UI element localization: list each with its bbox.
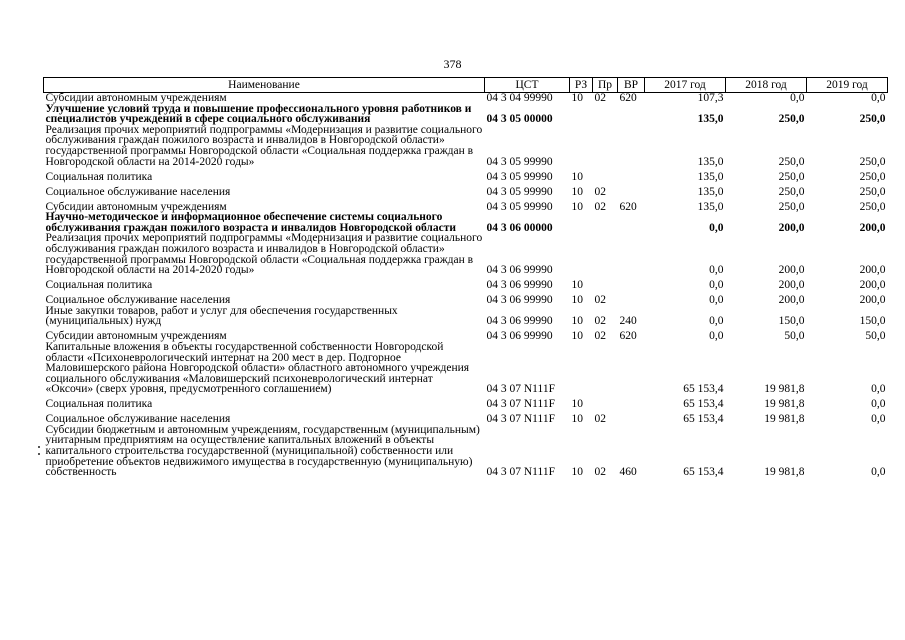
table-row bbox=[44, 291, 888, 306]
cell-2018: 250,0 bbox=[778, 155, 805, 168]
cell-2018: 19 981,8 bbox=[764, 466, 805, 479]
cell-pr bbox=[593, 276, 618, 291]
cell-2017: 107,3 bbox=[697, 92, 724, 104]
cell-cst: 04 3 07 N111F bbox=[486, 466, 555, 479]
margin-mark bbox=[38, 446, 40, 448]
cell-name: Социальное обслуживание населения bbox=[45, 294, 231, 307]
cell-cst: 04 3 06 99990 bbox=[486, 279, 553, 292]
cell-2017: 0,0 bbox=[709, 279, 724, 292]
cell-vr bbox=[618, 125, 645, 167]
cell-name: Субсидии бюджетным и автономным учреждениям, государственным (муниципальным) унитарным предприятиям на осуществление капитальных вложений в объекты капитального строительства государственной (муниципальной) собственности или приобретение объектов недвижимого имущества в государственную (муниципальную) собственность bbox=[45, 423, 480, 479]
cell-2019: 0,0 bbox=[871, 413, 886, 426]
margin-mark bbox=[38, 453, 40, 455]
cell-2019: 0,0 bbox=[871, 383, 886, 396]
cell-2019: 50,0 bbox=[865, 330, 886, 343]
cell-2017: 135,0 bbox=[697, 113, 724, 126]
cell-2018: 250,0 bbox=[778, 200, 805, 213]
cell-2017: 0,0 bbox=[709, 315, 724, 328]
table-row bbox=[44, 125, 888, 167]
cell-cst: 04 3 06 99990 bbox=[486, 330, 553, 343]
cell-2019: 250,0 bbox=[859, 113, 886, 126]
cell-2018: 200,0 bbox=[778, 294, 805, 307]
cell-2019: 200,0 bbox=[859, 294, 886, 307]
col-header-rz: РЗ bbox=[570, 78, 593, 93]
cell-vr bbox=[618, 212, 645, 233]
cell-name: Социальное обслуживание населения bbox=[45, 185, 231, 198]
cell-2019: 200,0 bbox=[859, 279, 886, 292]
col-header-2017: 2017 год bbox=[645, 78, 726, 93]
cell-2017: 65 153,4 bbox=[683, 413, 724, 426]
cell-pr bbox=[593, 125, 618, 167]
cell-2018: 250,0 bbox=[778, 185, 805, 198]
cell-name: Реализация прочих мероприятий подпрограммы «Модернизация и развитие социального обслуживания граждан пожилого возраста и инвалидов в Новгородской области» государственной программы Новгородской области «Социальная поддержка граждан в Новгородской области на 2014-2020 годы» bbox=[45, 232, 483, 277]
cell-cst: 04 3 06 99990 bbox=[486, 315, 553, 328]
cell-pr: 02 bbox=[594, 330, 606, 343]
cell-pr: 02 bbox=[594, 294, 606, 307]
cell-2018: 200,0 bbox=[778, 264, 805, 277]
cell-cst: 04 3 07 N111F bbox=[486, 398, 555, 411]
col-header-pr: Пр bbox=[593, 78, 618, 93]
cell-2017: 135,0 bbox=[697, 200, 724, 213]
table-row bbox=[44, 93, 888, 104]
col-header-2019: 2019 год bbox=[807, 78, 888, 93]
cell-vr: 620 bbox=[619, 330, 637, 343]
cell-rz: 10 bbox=[571, 294, 583, 307]
cell-vr bbox=[618, 410, 645, 425]
col-header-vr: ВР bbox=[618, 78, 645, 93]
table-row bbox=[44, 167, 888, 182]
cell-cst: 04 3 05 99990 bbox=[486, 200, 553, 213]
table-row bbox=[44, 197, 888, 212]
cell-2019: 250,0 bbox=[859, 155, 886, 168]
cell-name: Субсидии автономным учреждениям bbox=[45, 330, 227, 343]
cell-name: Иные закупки товаров, работ и услуг для обеспечения государственных (муниципальных) нужд bbox=[45, 304, 398, 328]
table-row bbox=[44, 395, 888, 410]
cell-pr: 02 bbox=[594, 315, 606, 328]
cell-name: Социальная политика bbox=[45, 279, 153, 292]
cell-vr bbox=[618, 233, 645, 275]
table-row bbox=[44, 425, 888, 478]
table-row bbox=[44, 212, 888, 233]
cell-cst: 04 3 07 N111F bbox=[486, 413, 555, 426]
cell-2018: 150,0 bbox=[778, 315, 805, 328]
cell-2019: 0,0 bbox=[871, 466, 886, 479]
cell-vr bbox=[618, 276, 645, 291]
cell-rz: 10 bbox=[571, 398, 583, 411]
table-row bbox=[44, 104, 888, 125]
cell-name: Социальная политика bbox=[45, 398, 153, 411]
cell-rz: 10 bbox=[571, 413, 583, 426]
table-row bbox=[44, 342, 888, 395]
cell-rz bbox=[570, 342, 593, 395]
cell-rz bbox=[570, 212, 593, 233]
cell-vr bbox=[618, 342, 645, 395]
table-header-row bbox=[44, 78, 888, 93]
cell-vr: 460 bbox=[619, 466, 637, 479]
cell-2017: 65 153,4 bbox=[683, 383, 724, 396]
cell-vr bbox=[618, 167, 645, 182]
cell-rz: 10 bbox=[571, 200, 583, 213]
table-row bbox=[44, 182, 888, 197]
cell-2018: 19 981,8 bbox=[764, 413, 805, 426]
cell-2019: 250,0 bbox=[859, 185, 886, 198]
cell-2017: 135,0 bbox=[697, 170, 724, 183]
col-header-cst: ЦСТ bbox=[485, 78, 570, 93]
cell-name: Улучшение условий труда и повышение профессионального уровня работников и специалистов учреждений в сфере социального обслуживания bbox=[45, 102, 472, 126]
cell-2017: 135,0 bbox=[697, 185, 724, 198]
cell-2019: 150,0 bbox=[859, 315, 886, 328]
cell-rz: 10 bbox=[571, 170, 583, 183]
cell-rz: 10 bbox=[571, 466, 583, 479]
cell-2017: 65 153,4 bbox=[683, 466, 724, 479]
cell-pr: 02 bbox=[594, 466, 606, 479]
cell-name: Научно-методическое и информационное обеспечение системы социального обслуживания граждан пожилого возраста и инвалидов Новгородской области bbox=[45, 211, 457, 234]
cell-2017: 0,0 bbox=[709, 264, 724, 277]
cell-pr: 02 bbox=[594, 413, 606, 426]
col-header-name: Наименование bbox=[44, 78, 485, 93]
cell-vr bbox=[618, 395, 645, 410]
cell-rz bbox=[570, 104, 593, 125]
cell-rz: 10 bbox=[571, 279, 583, 292]
cell-cst: 04 3 06 00000 bbox=[486, 221, 553, 234]
cell-2019: 0,0 bbox=[871, 398, 886, 411]
cell-rz bbox=[570, 233, 593, 275]
col-header-2018: 2018 год bbox=[726, 78, 807, 93]
cell-2019: 0,0 bbox=[871, 92, 886, 104]
cell-2017: 135,0 bbox=[697, 155, 724, 168]
cell-cst: 04 3 06 99990 bbox=[486, 294, 553, 307]
cell-2018: 0,0 bbox=[790, 92, 805, 104]
cell-2017: 0,0 bbox=[709, 221, 724, 234]
cell-name: Реализация прочих мероприятий подпрограммы «Модернизация и развитие социального обслуживания граждан пожилого возраста и инвалидов в Новгородской области» государственной программы Новгородской области «Социальная поддержка граждан в Новгородской области на 2014-2020 годы» bbox=[45, 123, 483, 168]
cell-vr: 240 bbox=[619, 315, 637, 328]
cell-pr bbox=[593, 104, 618, 125]
cell-vr bbox=[618, 182, 645, 197]
cell-2018: 50,0 bbox=[784, 330, 805, 343]
cell-name: Социальное обслуживание населения bbox=[45, 413, 231, 426]
cell-rz bbox=[570, 125, 593, 167]
cell-2018: 250,0 bbox=[778, 170, 805, 183]
cell-2019: 200,0 bbox=[859, 264, 886, 277]
cell-2018: 200,0 bbox=[778, 279, 805, 292]
cell-pr bbox=[593, 342, 618, 395]
cell-cst: 04 3 07 N111F bbox=[486, 383, 555, 396]
cell-pr: 02 bbox=[594, 200, 606, 213]
page-number: 378 bbox=[443, 57, 462, 71]
budget-table bbox=[43, 77, 888, 478]
cell-2017: 0,0 bbox=[709, 294, 724, 307]
cell-2019: 250,0 bbox=[859, 170, 886, 183]
cell-cst: 04 3 05 99990 bbox=[486, 185, 553, 198]
table-row bbox=[44, 410, 888, 425]
table-row bbox=[44, 306, 888, 327]
cell-pr bbox=[593, 395, 618, 410]
cell-cst: 04 3 06 99990 bbox=[486, 264, 553, 277]
cell-cst: 04 3 05 99990 bbox=[486, 155, 553, 168]
cell-vr: 620 bbox=[619, 92, 637, 104]
cell-name: Капитальные вложения в объекты государственной собственности Новгородской области «Психоневрологический интернат на 200 мест в дер. Подгорное Маловишерского района Новгородской области» областного автономного учреждения социального обслуживания «Маловишерский психоневрологический интернат «Оксочи» (сверх уровня, предусмотренного соглашением) bbox=[45, 340, 470, 396]
cell-rz: 10 bbox=[571, 92, 583, 104]
cell-vr: 620 bbox=[619, 200, 637, 213]
cell-2017: 65 153,4 bbox=[683, 398, 724, 411]
cell-pr bbox=[593, 212, 618, 233]
cell-2017: 0,0 bbox=[709, 330, 724, 343]
table-row bbox=[44, 327, 888, 342]
cell-pr: 02 bbox=[594, 185, 606, 198]
cell-2019: 200,0 bbox=[859, 221, 886, 234]
cell-rz: 10 bbox=[571, 185, 583, 198]
cell-pr bbox=[593, 233, 618, 275]
cell-vr bbox=[618, 104, 645, 125]
cell-2018: 250,0 bbox=[778, 113, 805, 126]
cell-pr: 02 bbox=[594, 92, 606, 104]
cell-cst: 04 3 05 99990 bbox=[486, 170, 553, 183]
cell-rz: 10 bbox=[571, 315, 583, 328]
cell-cst: 04 3 04 99990 bbox=[486, 92, 553, 104]
cell-2018: 19 981,8 bbox=[764, 398, 805, 411]
cell-name: Субсидии автономным учреждениям bbox=[45, 92, 227, 104]
cell-vr bbox=[618, 291, 645, 306]
table-row bbox=[44, 276, 888, 291]
cell-rz: 10 bbox=[571, 330, 583, 343]
cell-2019: 250,0 bbox=[859, 200, 886, 213]
table-row bbox=[44, 233, 888, 275]
cell-2018: 19 981,8 bbox=[764, 383, 805, 396]
cell-2018: 200,0 bbox=[778, 221, 805, 234]
cell-cst: 04 3 05 00000 bbox=[486, 113, 553, 126]
cell-pr bbox=[593, 167, 618, 182]
cell-name: Социальная политика bbox=[45, 170, 153, 183]
cell-name: Субсидии автономным учреждениям bbox=[45, 200, 227, 213]
